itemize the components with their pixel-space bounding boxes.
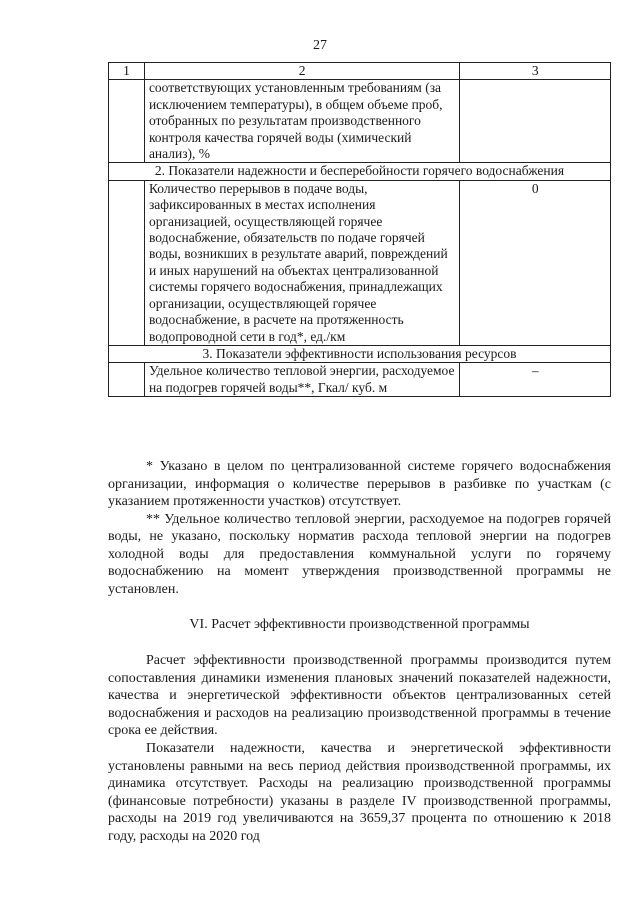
table-row	[109, 80, 611, 163]
table-section-row	[109, 345, 611, 362]
table-header-cell: 3	[460, 63, 611, 80]
table-section-row	[109, 163, 611, 180]
table-header-cell: 2	[144, 63, 459, 80]
indicators-table	[108, 62, 611, 397]
footnotes	[108, 458, 611, 598]
table-cell-indicator: Удельное количество тепловой энергии, расходуемое на подогрев горячей воды**, Гкал/ куб. м	[144, 363, 459, 397]
table-cell-indicator: соответствующих установленным требованиям (за исключением температуры), в общем объеме проб, отобранных по результатам производственного контроля качества горячей воды (химический анализ), %	[144, 80, 459, 163]
table-cell-number	[109, 180, 145, 345]
page-number: 27	[313, 38, 327, 53]
footnote-1: * Указано в целом по централизованной системе горячего водоснабжения организации, информация о количестве перерывов в разбивке по участкам (с указанием протяженности участков) отсутствует.	[108, 459, 611, 509]
table-cell-indicator: Количество перерывов в подаче воды, зафиксированных в местах исполнения организацией, осуществляющей горячее водоснабжение, обязательств по подаче горячей воды, возникших в результате аварий, повреждений и иных нарушений на объектах централизованной системы горячего водоснабжения, принадлежащих организации, осуществляющей горячее водоснабжение, в расчете на протяженность водопроводной сети в год*, ед./км	[144, 180, 459, 345]
body-paragraph-1: Расчет эффективности производственной программы производится путем сопоставления динамики изменения плановых значений показателей надежности, качества и энергетической эффективности объектов централизованных сетей водоснабжения и расходов на реализацию производственной программы в течение срока ее действия.	[108, 653, 611, 739]
section-title-efficiency: 3. Показатели эффективности использования ресурсов	[109, 345, 611, 362]
table-cell-value: 0	[460, 180, 611, 345]
section-title-reliability: 2. Показатели надежности и бесперебойности горячего водоснабжения	[109, 163, 611, 180]
table-cell-number	[109, 363, 145, 397]
table-header-row	[109, 63, 611, 80]
table-cell-value: –	[460, 363, 611, 397]
table-row	[109, 180, 611, 345]
body-paragraph-2: Показатели надежности, качества и энергетической эффективности установлены равными на весь период действия производственной программы, их динамика отсутствует. Расходы на реализацию производственной программы (финансовые потребности) указаны в разделе IV производственной программы, расходы на 2019 год увеличиваются на 3659,37 процента по отношению к 2018 году, расходы на 2020 год	[108, 740, 611, 844]
table-row	[109, 363, 611, 397]
table-cell-number	[109, 80, 145, 163]
table-cell-value	[460, 80, 611, 163]
section-body	[108, 652, 611, 846]
footnote-2: ** Удельное количество тепловой энергии, расходуемое на подогрев горячей воды, не указано, поскольку норматив расхода тепловой энергии на подогрев холодной воды для предоставления коммунальной услуги по горячему водоснабжению на момент утверждения производственной программы не установлен.	[108, 511, 611, 597]
table-header-cell: 1	[109, 63, 145, 80]
section-heading: VI. Расчет эффективности производственной программы	[189, 617, 530, 632]
